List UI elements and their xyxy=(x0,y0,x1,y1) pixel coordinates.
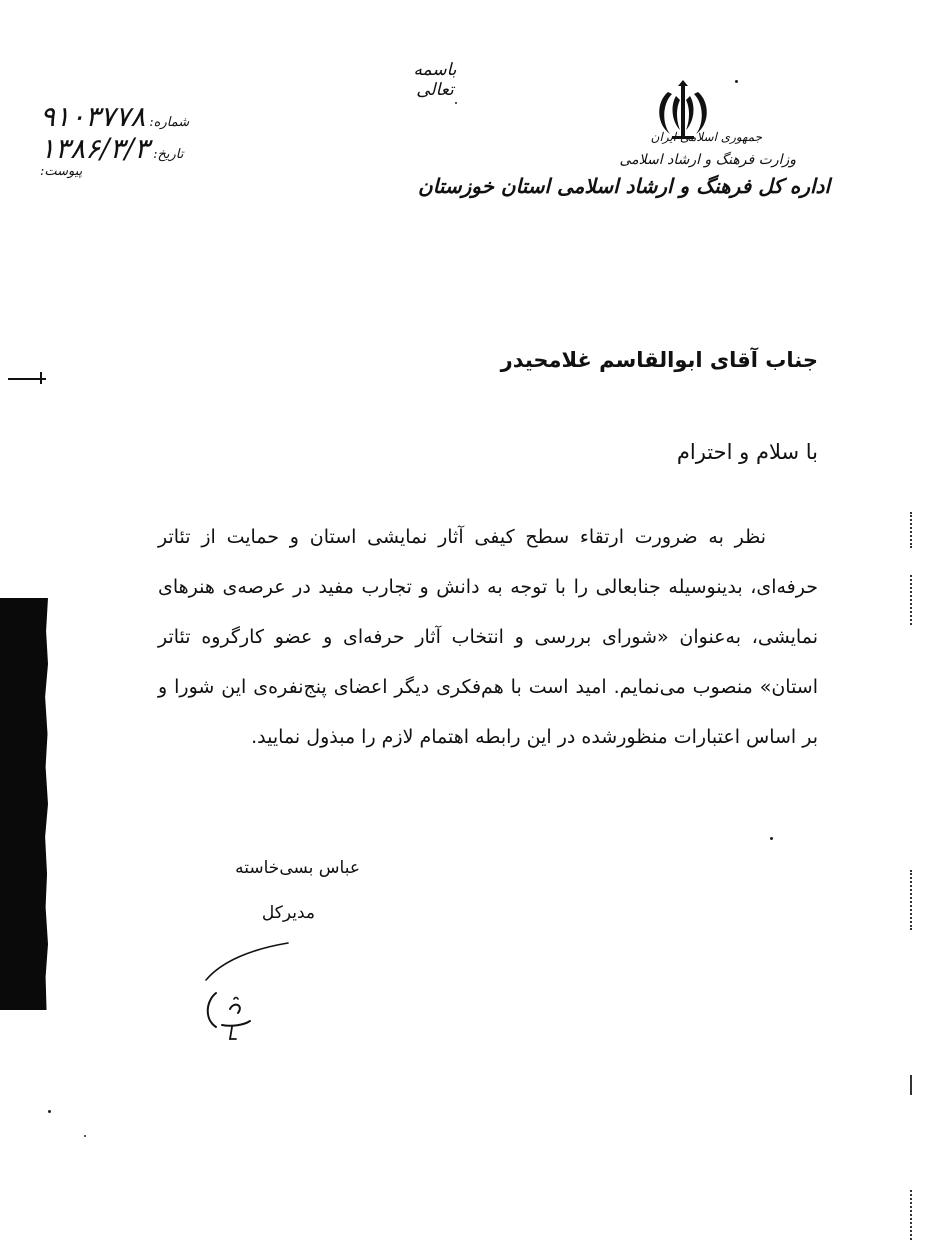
directorate-line: اداره کل فرهنگ و ارشاد اسلامی استان خوزستان xyxy=(418,174,830,198)
date-label: تاریخ: xyxy=(153,147,184,162)
scan-speck xyxy=(84,1135,86,1137)
signer-name: عباس بسی‌خاسته xyxy=(235,858,360,878)
greeting: با سلام و احترام xyxy=(676,440,818,464)
scan-speck xyxy=(48,1110,51,1113)
scan-dots xyxy=(910,870,914,930)
scan-edge-shadow xyxy=(0,598,48,1010)
attachment-label: پیوست: xyxy=(40,164,83,179)
body-paragraph: نظر به ضرورت ارتقاء سطح کیفی آثار نمایشی استان و حمایت از تئاتر حرفه‌ای، بدینوسیله جنابعالی را با توجه به دانش و تجارب مفید در عرصه‌ی هنرهای نمایشی، به‌عنوان «شورای بررسی و انتخاب آثار حرفه‌ای و عضو کارگروه تئاتر استان» منصوب می‌نمایم. امید است با هم‌فکری دیگر اعضای پنج‌نفره‌ی این شورا و بر اساس اعتبارات منظورشده در این رابطه اهتمام لازم را مبذول نمایید. xyxy=(158,526,818,748)
scan-dots xyxy=(910,1075,914,1095)
hole-punch-mark-tick xyxy=(40,372,42,384)
scan-dots xyxy=(910,512,914,548)
handwritten-signature-icon xyxy=(190,935,310,1055)
scan-speck xyxy=(455,102,457,104)
basmala: باسمه تعالی xyxy=(413,60,457,100)
number-value: ۹۱۰۳۷۷۸ xyxy=(40,100,146,133)
republic-line: جمهوری اسلامی ایران xyxy=(650,130,762,144)
reference-block xyxy=(40,100,200,196)
scan-speck xyxy=(770,837,773,840)
addressee: جناب آقای ابوالقاسم غلامحیدر xyxy=(500,348,818,372)
date-value: ۱۳۸۶/۳/۳ xyxy=(40,132,150,165)
number-label: شماره: xyxy=(149,115,190,130)
scan-speck xyxy=(735,80,738,83)
letter-body xyxy=(158,512,818,762)
signer-title: مدیرکل xyxy=(261,903,315,923)
scan-dots xyxy=(910,1190,914,1240)
scan-dots xyxy=(910,575,914,625)
ministry-line: وزارت فرهنگ و ارشاد اسلامی xyxy=(619,152,796,168)
